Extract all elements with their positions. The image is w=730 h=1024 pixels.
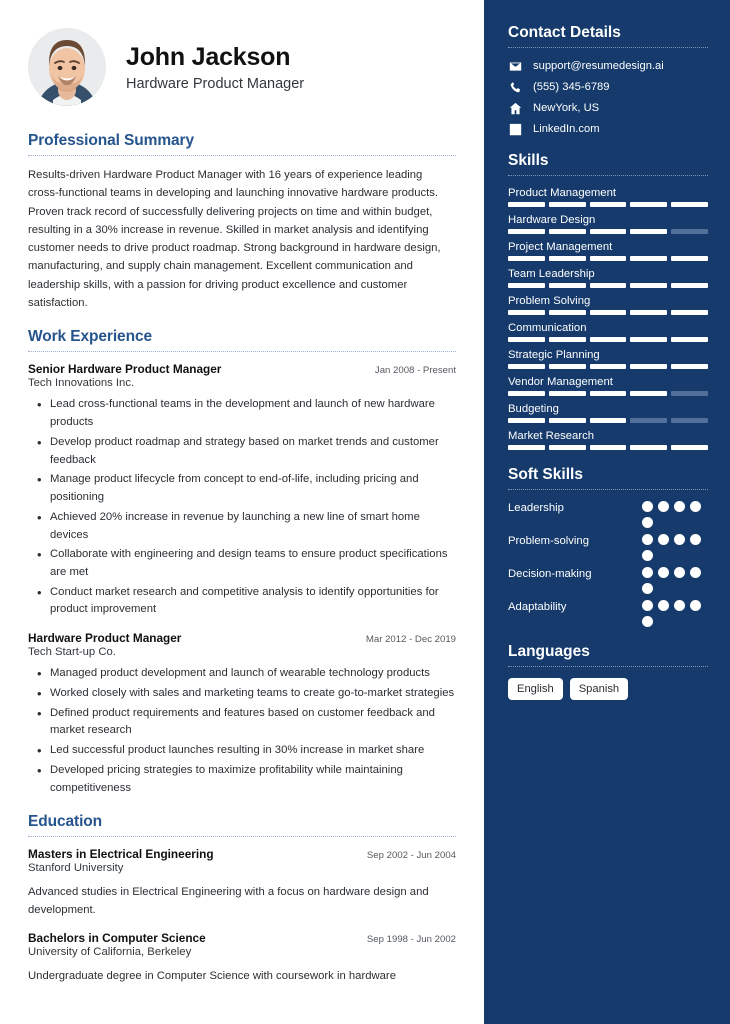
skill-bar-segment	[671, 310, 708, 315]
education-description: Undergraduate degree in Computer Science with coursework in hardware	[28, 970, 396, 983]
skill-bar-segment	[549, 229, 586, 234]
soft-skill-item	[508, 600, 708, 627]
skill-level-bar	[508, 337, 708, 342]
divider	[508, 47, 708, 48]
responsibility-list	[28, 665, 456, 797]
soft-skill-rating	[642, 501, 708, 528]
skill-name: Vendor Management	[508, 376, 613, 388]
list-item: • Defined product requirements and features based on customer feedback and market research	[28, 705, 456, 740]
avatar	[28, 28, 106, 106]
skill-level-bar	[508, 418, 708, 423]
skill-bar-segment	[630, 418, 667, 423]
skill-bar-segment	[508, 256, 545, 261]
sidebar-title-contact: Contact Details	[508, 24, 621, 41]
skill-bar-segment	[630, 229, 667, 234]
skill-item	[508, 295, 708, 315]
skill-name: Product Management	[508, 187, 617, 199]
rating-dot	[642, 616, 653, 627]
skill-bar-segment	[671, 229, 708, 234]
skill-bar-segment	[549, 202, 586, 207]
skill-bar-segment	[508, 364, 545, 369]
divider	[508, 666, 708, 667]
section-title-education: Education	[28, 813, 103, 831]
entry-header	[28, 931, 456, 945]
education-entry	[28, 847, 456, 919]
skill-bar-segment	[508, 391, 545, 396]
rating-dot	[658, 567, 669, 578]
soft-skill-item	[508, 501, 708, 528]
language-chip-list	[508, 678, 708, 700]
work-entry	[28, 362, 456, 619]
sidebar-title-skills: Skills	[508, 152, 549, 169]
phone-icon	[508, 80, 522, 94]
skill-bar-segment	[549, 337, 586, 342]
school-name: University of California, Berkeley	[28, 946, 192, 959]
contact-list	[508, 59, 708, 136]
envelope-icon	[508, 59, 522, 73]
contact-row[interactable]	[508, 80, 708, 94]
education-entry	[28, 931, 456, 985]
skill-bar-segment	[549, 391, 586, 396]
skill-bar-segment	[590, 391, 627, 396]
rating-dot	[642, 550, 653, 561]
soft-skills-list	[508, 501, 708, 627]
company-name: Tech Start-up Co.	[28, 646, 116, 659]
skill-item	[508, 268, 708, 288]
job-role: Hardware Product Manager	[126, 76, 305, 93]
entry-header	[28, 631, 456, 645]
rating-dot	[658, 534, 669, 545]
person-photo-icon	[28, 28, 106, 106]
skill-bar-segment	[630, 283, 667, 288]
skill-bar-segment	[508, 229, 545, 234]
list-item: • Managed product development and launch of wearable technology products	[28, 665, 456, 683]
skill-bar-segment	[549, 445, 586, 450]
list-item: • Conduct market research and competitive analysis to identify opportunities for product improvement	[28, 584, 456, 619]
skill-bar-segment	[590, 445, 627, 450]
home-icon	[508, 101, 522, 115]
skill-bar-segment	[549, 256, 586, 261]
divider	[28, 155, 456, 156]
rating-dot	[642, 600, 653, 611]
list-item: • Lead cross-functional teams in the development and launch of new hardware products	[28, 396, 456, 431]
soft-skill-rating	[642, 600, 708, 627]
skill-item	[508, 349, 708, 369]
skill-bar-segment	[590, 418, 627, 423]
skill-level-bar	[508, 256, 708, 261]
skill-bar-segment	[549, 310, 586, 315]
skill-bar-segment	[549, 364, 586, 369]
section-professional-summary	[28, 132, 456, 312]
sidebar-section-contact	[508, 24, 708, 136]
divider	[28, 836, 456, 837]
name-block	[126, 42, 304, 93]
skill-bar-segment	[590, 202, 627, 207]
page-title: John Jackson	[126, 42, 291, 71]
skill-bar-segment	[671, 283, 708, 288]
skill-item	[508, 376, 708, 396]
skill-name: Budgeting	[508, 403, 559, 415]
skill-bar-segment	[671, 256, 708, 261]
skill-bar-segment	[508, 337, 545, 342]
rating-dot	[658, 501, 669, 512]
soft-skill-rating	[642, 567, 708, 594]
skill-bar-segment	[671, 202, 708, 207]
skill-item	[508, 322, 708, 342]
responsibility-list	[28, 396, 456, 619]
contact-text: support@resumedesign.ai	[533, 60, 664, 72]
sidebar-section-languages	[508, 643, 708, 700]
skill-bar-segment	[549, 283, 586, 288]
skill-item	[508, 241, 708, 261]
section-title-work: Work Experience	[28, 328, 152, 346]
company-name: Tech Innovations Inc.	[28, 377, 135, 390]
list-item: • Develop product roadmap and strategy based on market trends and customer feedback	[28, 434, 456, 469]
rating-dot	[674, 501, 685, 512]
soft-skill-name: Problem-solving	[508, 535, 589, 547]
skill-level-bar	[508, 202, 708, 207]
education-date-range: Sep 2002 - Jun 2004	[366, 850, 456, 862]
rating-dot	[674, 534, 685, 545]
rating-dot	[642, 583, 653, 594]
rating-dot	[642, 501, 653, 512]
contact-row[interactable]	[508, 122, 708, 136]
soft-skill-rating	[642, 534, 708, 561]
list-item: • Collaborate with engineering and design teams to ensure product specifications are met	[28, 546, 456, 581]
skill-bar-segment	[508, 310, 545, 315]
skill-name: Problem Solving	[508, 295, 591, 307]
contact-text: NewYork, US	[533, 102, 600, 114]
degree-title: Bachelors in Computer Science	[28, 931, 206, 946]
skill-name: Hardware Design	[508, 214, 596, 226]
divider	[508, 175, 708, 176]
skill-bar-segment	[671, 418, 708, 423]
contact-text: LinkedIn.com	[533, 123, 600, 135]
education-date-range: Sep 1998 - Jun 2002	[366, 934, 456, 946]
skill-bar-segment	[630, 310, 667, 315]
contact-row[interactable]	[508, 59, 708, 73]
skill-level-bar	[508, 283, 708, 288]
soft-skill-name: Leadership	[508, 502, 564, 514]
summary-text: Results-driven Hardware Product Manager with 16 years of experience leading cross-functional teams in developing and launching innovative hardware products. Proven track record of successfully delivering projects on time and within budget, resulting in a 30% increase in revenue. Skilled in market analysis and identifying customer needs to drive product roadmap. Strong background in hardware design, manufacturing, and supply chain management. Excellent communication and leadership skills, with a passion for driving product excellence and customer satisfaction.	[28, 169, 441, 310]
skill-bar-segment	[508, 202, 545, 207]
skill-level-bar	[508, 229, 708, 234]
soft-skill-name: Adaptability	[508, 601, 567, 613]
skill-name: Communication	[508, 322, 587, 334]
section-title-summary: Professional Summary	[28, 132, 194, 149]
rating-dot	[690, 600, 701, 611]
job-date-range: Mar 2012 - Dec 2019	[365, 634, 456, 646]
linkedin-icon	[508, 122, 522, 136]
skill-name: Project Management	[508, 241, 613, 253]
rating-dot	[690, 534, 701, 545]
degree-title: Masters in Electrical Engineering	[28, 847, 214, 862]
divider	[28, 351, 456, 352]
language-chip: English	[508, 678, 563, 700]
skills-list	[508, 187, 708, 450]
section-work-experience	[28, 328, 456, 797]
skill-bar-segment	[630, 364, 667, 369]
rating-dot	[690, 567, 701, 578]
skill-bar-segment	[671, 445, 708, 450]
skill-bar-segment	[508, 418, 545, 423]
skill-item	[508, 430, 708, 450]
list-item: • Achieved 20% increase in revenue by launching a new line of smart home devices	[28, 509, 456, 544]
school-name: Stanford University	[28, 862, 124, 875]
skill-bar-segment	[671, 391, 708, 396]
skill-bar-segment	[630, 445, 667, 450]
divider	[508, 489, 708, 490]
entry-header	[28, 362, 456, 376]
rating-dot	[642, 534, 653, 545]
skill-bar-segment	[508, 445, 545, 450]
rating-dot	[658, 600, 669, 611]
soft-skill-item	[508, 534, 708, 561]
skill-item	[508, 214, 708, 234]
work-entry-list	[28, 362, 456, 797]
education-description: Advanced studies in Electrical Engineering with a focus on hardware design and development.	[28, 886, 429, 917]
sidebar-title-languages: Languages	[508, 643, 590, 660]
rating-dot	[674, 567, 685, 578]
skill-bar-segment	[671, 337, 708, 342]
sidebar-title-soft-skills: Soft Skills	[508, 466, 583, 483]
sidebar-section-skills	[508, 152, 708, 450]
list-item: • Worked closely with sales and marketing teams to create go-to-market strategies	[28, 685, 456, 703]
education-entry-list	[28, 847, 456, 985]
job-position: Hardware Product Manager	[28, 631, 182, 646]
skill-name: Team Leadership	[508, 268, 595, 280]
soft-skill-item	[508, 567, 708, 594]
skill-level-bar	[508, 445, 708, 450]
rating-dot	[674, 600, 685, 611]
sidebar-section-soft-skills	[508, 466, 708, 627]
rating-dot	[642, 567, 653, 578]
skill-bar-segment	[630, 337, 667, 342]
skill-level-bar	[508, 391, 708, 396]
contact-text: (555) 345-6789	[533, 81, 610, 93]
skill-bar-segment	[590, 283, 627, 288]
skill-bar-segment	[508, 283, 545, 288]
skill-level-bar	[508, 310, 708, 315]
rating-dot	[642, 517, 653, 528]
sidebar	[484, 0, 730, 1024]
job-date-range: Jan 2008 - Present	[374, 365, 456, 377]
job-position: Senior Hardware Product Manager	[28, 362, 222, 377]
skill-level-bar	[508, 364, 708, 369]
skill-bar-segment	[630, 256, 667, 261]
skill-bar-segment	[590, 229, 627, 234]
list-item: • Manage product lifecycle from concept to end-of-life, including pricing and positioning	[28, 471, 456, 506]
skill-bar-segment	[590, 256, 627, 261]
skill-bar-segment	[630, 202, 667, 207]
skill-bar-segment	[549, 418, 586, 423]
contact-row[interactable]	[508, 101, 708, 115]
skill-name: Strategic Planning	[508, 349, 600, 361]
list-item: • Led successful product launches resulting in 30% increase in market share	[28, 742, 456, 760]
language-chip: Spanish	[570, 678, 628, 700]
list-item: • Developed pricing strategies to maximize profitability while maintaining competitiveness	[28, 762, 456, 797]
rating-dot	[690, 501, 701, 512]
skill-bar-segment	[590, 337, 627, 342]
section-education	[28, 813, 456, 985]
resume-header	[28, 28, 456, 106]
skill-item	[508, 403, 708, 423]
skill-name: Market Research	[508, 430, 595, 442]
skill-bar-segment	[630, 391, 667, 396]
skill-item	[508, 187, 708, 207]
work-entry	[28, 631, 456, 797]
entry-header	[28, 847, 456, 861]
skill-bar-segment	[671, 364, 708, 369]
soft-skill-name: Decision-making	[508, 568, 592, 580]
skill-bar-segment	[590, 310, 627, 315]
skill-bar-segment	[590, 364, 627, 369]
